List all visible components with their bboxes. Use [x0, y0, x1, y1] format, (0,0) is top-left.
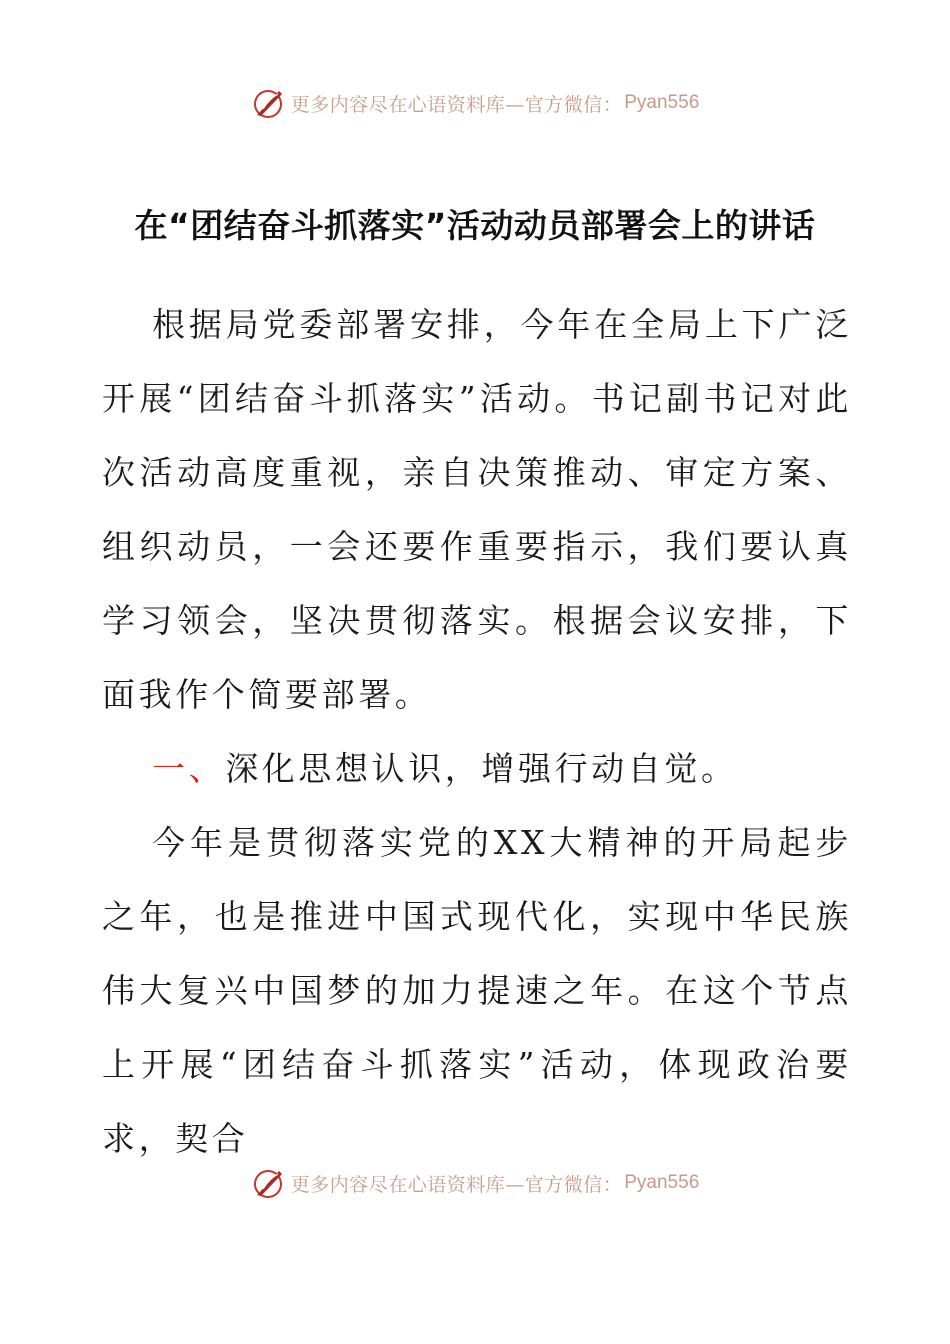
watermark-text: 更多内容尽在心语资料库—官方微信：: [290, 1173, 623, 1196]
section-number: 一、: [152, 749, 226, 788]
document-title: 在“团结奋斗抓落实”活动动员部署会上的讲话: [134, 206, 816, 245]
section-heading: [102, 732, 852, 806]
watermark-id: Pyan556: [624, 92, 700, 113]
paragraph: 今年是贯彻落实党的XX大精神的开局起步之年，也是推进中国式现代化，实现中华民族伟大复兴中国梦的加力提速之年。在这个节点上开展“团结奋斗抓落实”活动，体现政治要求，契合: [102, 823, 852, 1158]
quill-circle-logo-icon: [251, 1165, 287, 1201]
header-watermark: [0, 83, 950, 123]
document-body: [102, 288, 852, 1176]
paragraph: 根据局党委部署安排，今年在全局上下广泛开展“团结奋斗抓落实”活动。书记副书记对此次活动高度重视，亲自决策推动、审定方案、组织动员，一会还要作重要指示，我们要认真学习领会，坚决贯彻落实。根据会议安排，下面我作个简要部署。: [102, 305, 852, 714]
watermark-text: 更多内容尽在心语资料库—官方微信：: [290, 93, 623, 116]
watermark-id: Pyan556: [624, 1172, 700, 1193]
section-heading-text: 深化思想认识，增强行动自觉。: [225, 749, 738, 788]
footer-watermark: [0, 1163, 950, 1203]
quill-circle-logo-icon: [251, 85, 287, 121]
